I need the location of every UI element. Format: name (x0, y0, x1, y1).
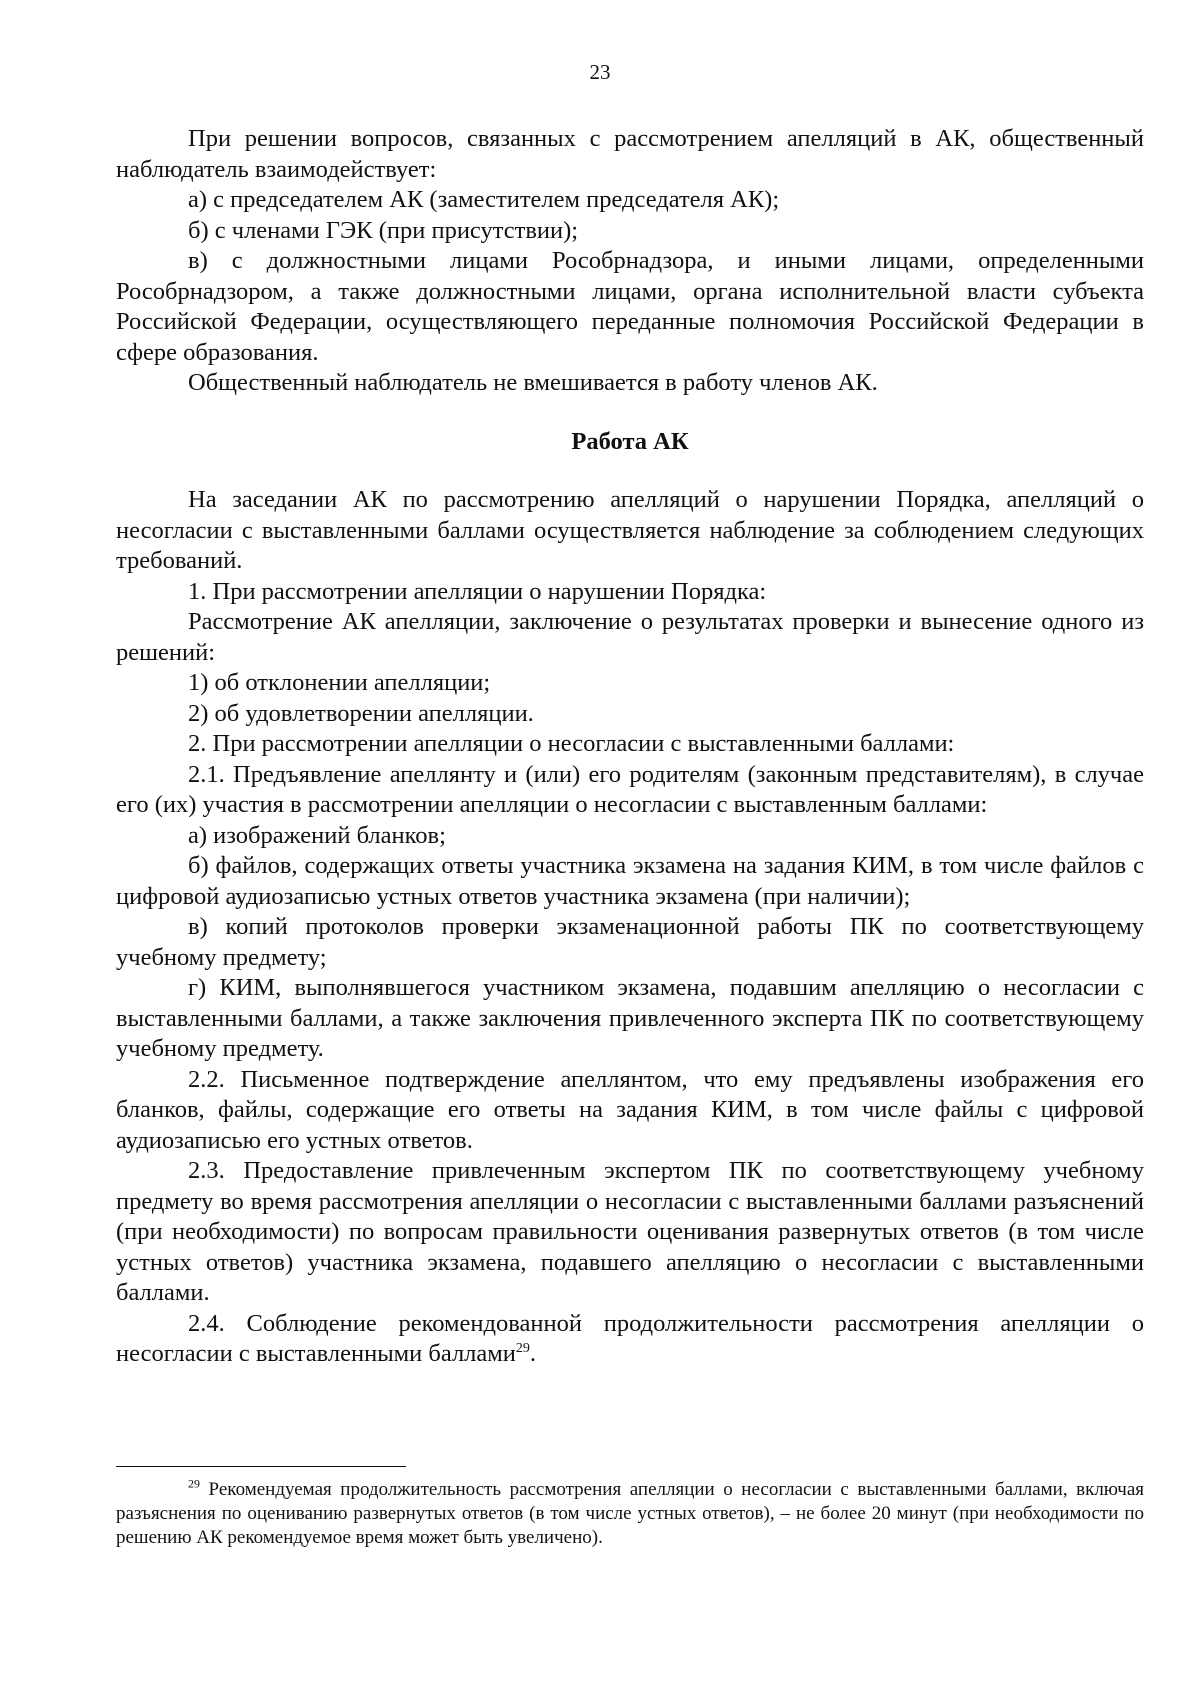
paragraph: 1) об отклонении апелляции; (188, 669, 491, 696)
page-number: 23 (589, 60, 611, 84)
footnote-divider (116, 1466, 406, 1467)
paragraph-with-footnote (116, 1309, 1144, 1370)
paragraph: 1. При рассмотрении апелляции о нарушении Порядка: (188, 577, 767, 605)
paragraph: 2. При рассмотрении апелляции о несогласии с выставленными баллами: (188, 730, 955, 757)
paragraph: а) с председателем АК (заместителем председателя АК); (188, 186, 780, 213)
paragraph: в) с должностными лицами Рособрнадзора, и иными лицами, определенными Рособрнадзором, а также должностными лицами, органа исполнительной власти субъекта Российской Федерации, осуществляющего переданные полномочия Российской Федерации в сфере образования. (116, 247, 1144, 366)
paragraph: Рассмотрение АК апелляции, заключение о результатах проверки и вынесение одного из решений: (116, 608, 1144, 666)
paragraph: г) КИМ, выполнявшегося участником экзамена, подавшим апелляцию о несогласии с выставленными баллами, а также заключения привлеченного эксперта ПК по соответствующему учебному предмету. (116, 974, 1144, 1062)
paragraph: Общественный наблюдатель не вмешивается в работу членов АК. (188, 369, 878, 396)
footnote-number: 29 (188, 1476, 200, 1491)
footnote-reference[interactable]: 29 (515, 1340, 530, 1356)
paragraph: 2.2. Письменное подтверждение апеллянтом, что ему предъявлены изображения его бланков, файлы, содержащие его ответы на задания КИМ, в том числе файлы с цифровой аудиозаписью его устных ответов. (116, 1065, 1144, 1154)
main-text (116, 124, 1144, 1370)
paragraph: 2) об удовлетворении апелляции. (188, 699, 534, 727)
paragraph: б) файлов, содержащих ответы участника экзамена на задания КИМ, в том числе файлов с цифровой аудиозаписью устных ответов участника экзамена (при наличии); (116, 852, 1144, 910)
paragraph: 2.1. Предъявление апеллянту и (или) его родителям (законным представителям), в случае его (их) участия в рассмотрении апелляции о несогласии с выставленным баллами: (116, 760, 1144, 818)
paragraph: а) изображений бланков; (188, 821, 446, 849)
paragraph-text: 2.4. Соблюдение рекомендованной продолжительности рассмотрения апелляции о несогласии с выставленными баллами (116, 1309, 1144, 1367)
paragraph: При решении вопросов, связанных с рассмотрением апелляций в АК, общественный наблюдатель взаимодействует: (116, 125, 1144, 183)
paragraph: б) с членами ГЭК (при присутствии); (188, 216, 579, 244)
section-heading: Работа АК (571, 427, 689, 455)
footnote (116, 1478, 1144, 1550)
paragraph-end: . (529, 1340, 537, 1367)
footnote-text: Рекомендуемая продолжительность рассмотрения апелляции о несогласии с выставленными баллами, включая разъяснения по оцениванию развернутых ответов (в том числе устных ответов), – не более 20 минут (при необходимости по решению АК рекомендуемое время может быть увеличено). (116, 1479, 1144, 1548)
paragraph: 2.3. Предоставление привлеченным экспертом ПК по соответствующему учебному предмету во время рассмотрения апелляции о несогласии с выставленными баллами разъяснений (при необходимости) по вопросам правильности оценивания развернутых ответов (в том числе устных ответов) участника экзамена, подавшего апелляцию о несогласии с выставленными баллами. (116, 1157, 1144, 1306)
paragraph: в) копий протоколов проверки экзаменационной работы ПК по соответствующему учебному предмету; (116, 913, 1144, 971)
paragraph: На заседании АК по рассмотрению апелляций о нарушении Порядка, апелляций о несогласии с выставленными баллами осуществляется наблюдение за соблюдением следующих требований. (116, 486, 1144, 574)
